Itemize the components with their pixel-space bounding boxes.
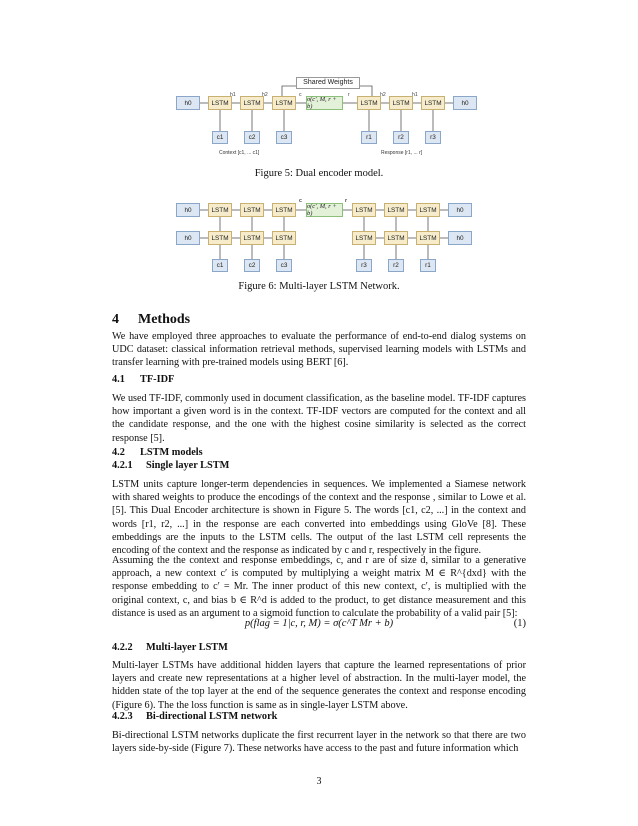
fig5-sigmoid-node: σ(c′, M, r + b) — [306, 96, 343, 110]
fig6-lstm-top: LSTM — [384, 203, 408, 217]
fig5-context-label: Context [c1, ... c1] — [219, 150, 260, 156]
figure-6-connectors — [0, 0, 638, 290]
fig5-hidden-label: h1 — [412, 92, 418, 98]
equation-body: p(flag = 1|c, r, M) = σ(c^T Mr + b) — [244, 618, 394, 629]
subsubsection-title: Multi-layer LSTM — [146, 642, 228, 653]
fig5-response-label: Response [r1, ... r] — [381, 150, 423, 156]
subsubsection-heading — [112, 711, 277, 722]
fig6-lstm-bottom: LSTM — [272, 231, 296, 245]
fig5-input-r2: r2 — [393, 131, 409, 144]
figure-6-caption: Figure 6: Multi-layer LSTM Network. — [238, 281, 400, 292]
subsection-number: 4.2 — [112, 447, 125, 458]
fig5-hidden-label: h1 — [230, 92, 236, 98]
section-title: Methods — [138, 312, 191, 327]
fig6-input-c3: c3 — [276, 259, 292, 272]
fig6-lstm-top: LSTM — [272, 203, 296, 217]
bilstm-paragraph: Bi-directional LSTM networks duplicate the first recurrent layer in the network so that there are two layers side-by-side (Figure 7). These networks have access to the past and future information which — [112, 730, 526, 755]
fig5-input-c3: c3 — [276, 131, 292, 144]
fig6-lstm-top: LSTM — [352, 203, 376, 217]
fig5-h0-left: h0 — [176, 96, 200, 110]
fig5-lstm-r2: LSTM — [389, 96, 413, 110]
subsection-number: 4.1 — [112, 374, 125, 385]
subsection-title: TF-IDF — [140, 374, 175, 385]
page-number: 3 — [316, 776, 322, 787]
subsection-heading — [112, 447, 203, 458]
fig6-lstm-bottom: LSTM — [384, 231, 408, 245]
fig6-h0-top-right: h0 — [448, 203, 472, 217]
fig5-h0-right: h0 — [453, 96, 477, 110]
shared-weights-label: Shared Weights — [296, 77, 360, 89]
section-number: 4 — [112, 312, 119, 327]
fig5-lstm-c3: LSTM — [272, 96, 296, 110]
fig5-input-r3: r3 — [425, 131, 441, 144]
fig6-input-c2: c2 — [244, 259, 260, 272]
fig6-input-r1: r1 — [420, 259, 436, 272]
fig6-lstm-bottom: LSTM — [352, 231, 376, 245]
fig5-lstm-r3: LSTM — [357, 96, 381, 110]
fig6-sigmoid-node: σ(c′, M, r + b) — [306, 203, 343, 217]
fig5-input-c1: c1 — [212, 131, 228, 144]
fig5-lstm-r1: LSTM — [421, 96, 445, 110]
multi-lstm-paragraph: Multi-layer LSTMs have additional hidden layers that capture the learned representations of prior layers and create new representations at a higher level of abstraction. In the multi-layer model, the hidden state of the top layer at the end of the sequence generates the context and response encoding (Figure 6). The the loss function is same as in single-layer LSTM above. — [112, 660, 526, 711]
subsubsection-number: 4.2.3 — [112, 711, 133, 722]
fig6-lstm-top: LSTM — [240, 203, 264, 217]
subsubsection-number: 4.2.1 — [112, 460, 133, 471]
fig6-r-mark: r — [345, 198, 348, 204]
subsubsection-heading — [112, 460, 229, 471]
subsection-heading — [112, 374, 174, 385]
figure-5-caption: Figure 5: Dual encoder model. — [254, 168, 384, 179]
subsubsection-title: Bi-directional LSTM network — [146, 711, 278, 722]
fig6-h0-bottom-left: h0 — [176, 231, 200, 245]
fig6-input-c1: c1 — [212, 259, 228, 272]
fig5-lstm-c2: LSTM — [240, 96, 264, 110]
fig5-r-mark: r — [348, 92, 350, 98]
single-lstm-paragraph-2: Assuming the the context and response embeddings, c, and r are of size d, similar to a generative approach, a new context c′ is computed by multiplying a weight matrix M ∈ R^{dxd} with the response embedding to c′ = Mr. The inner product of this new context, c′, is multiplied with the original context, c, and bias b ∈ R^d is added to the product, to get distance measurement and this distance is used as an argument to a sigmoid function to calculate the probability of a valid pair [5]: — [112, 555, 526, 619]
equation-1 — [112, 618, 526, 632]
fig6-lstm-bottom: LSTM — [240, 231, 264, 245]
subsubsection-title: Single layer LSTM — [146, 460, 230, 471]
fig6-lstm-top: LSTM — [208, 203, 232, 217]
fig6-h0-bottom-right: h0 — [448, 231, 472, 245]
fig6-lstm-top: LSTM — [416, 203, 440, 217]
subsubsection-heading — [112, 642, 228, 653]
subsubsection-number: 4.2.2 — [112, 642, 133, 653]
fig6-h0-top-left: h0 — [176, 203, 200, 217]
fig6-lstm-bottom: LSTM — [208, 231, 232, 245]
fig6-c-mark: c — [299, 198, 302, 204]
fig5-hidden-label: h2 — [380, 92, 386, 98]
fig5-input-r1: r1 — [361, 131, 377, 144]
section-heading — [112, 312, 190, 328]
single-lstm-paragraph-1: LSTM units capture longer-term dependencies in sequences. We implemented a Siamese network with shared weights to produce the encodings of the context and the response , similar to Lowe et al. [5]. This Dual Encoder architecture is shown in Figure 5. The words [c1, c2, ...] in the context and words [r1, r2, ...] in the response are each converted into embeddings using GloVe [8]. These embeddings are the inputs to the LSTM cells. The output of the last LSTM cell represents the encoding of the context and the response as indicated by c and r, respectively in the figure. — [112, 479, 526, 557]
fig5-input-c2: c2 — [244, 131, 260, 144]
equation-number: (1) — [513, 618, 526, 629]
subsection-title: LSTM models — [140, 447, 203, 458]
fig5-hidden-label: h2 — [262, 92, 268, 98]
fig6-input-r2: r2 — [388, 259, 404, 272]
section-4-intro: We have employed three approaches to evaluate the performance of end-to-end dialog systems on UDC dataset: classical information retrieval methods, supervised learning models with LSTMs and transfer learning with pre-trained models using BERT [6]. — [112, 331, 526, 369]
fig6-input-r3: r3 — [356, 259, 372, 272]
tfidf-paragraph: We used TF-IDF, commonly used in document classification, as the baseline model. TF-IDF captures how important a given word is in the context. TF-IDF vectors are computed for the context and all the candidate response, and the one with the highest cosine similarity is selected as the correct response [5]. — [112, 393, 526, 444]
fig5-c-mark: c — [299, 92, 302, 98]
fig6-lstm-bottom: LSTM — [416, 231, 440, 245]
fig5-lstm-c1: LSTM — [208, 96, 232, 110]
